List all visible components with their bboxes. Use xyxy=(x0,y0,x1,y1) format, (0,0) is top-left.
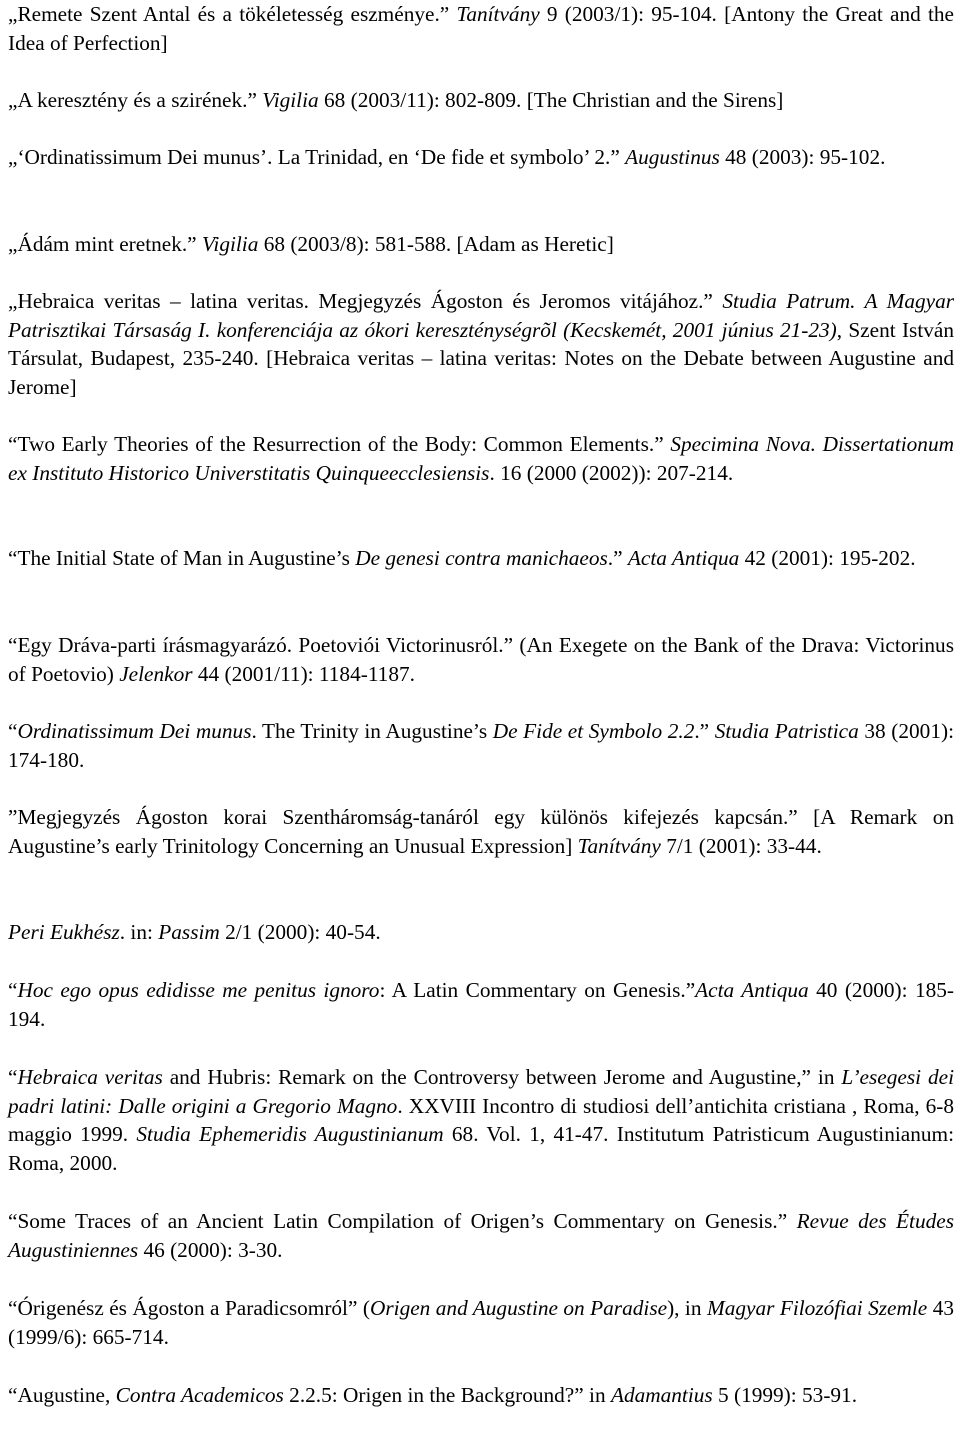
entry-text: 68. Vol. 1, 41-47. Institutum Patristicum Augustinianum: Roma, 2000. xyxy=(8,1122,954,1175)
italic-title: Tanítvány xyxy=(577,833,661,858)
italic-title: Acta Antiqua xyxy=(627,546,740,570)
bibliography-entry xyxy=(8,544,954,573)
bibliography-entry xyxy=(8,430,954,487)
bibliography-entry xyxy=(8,230,954,259)
bibliography-entry xyxy=(8,0,954,57)
entry-text: .” xyxy=(607,546,628,570)
italic-title: Vigilia xyxy=(262,88,319,112)
entry-text: “ xyxy=(8,719,18,743)
entry-text: 9 (2003/1): 95-104. [Antony the Great and the Idea of Perfection] xyxy=(8,2,955,55)
italic-title: Augustinus xyxy=(625,145,720,169)
entry-text: „‘Ordinatissimum Dei munus’. La Trinidad, en ‘De fide et symbolo’ 2.” xyxy=(8,145,626,169)
entry-text: . XXVIII Incontro di studiosi dell’antichita cristiana , Roma, 6-8 maggio 1999. xyxy=(8,1093,954,1147)
entry-text: 44 (2001/11): 1184-1187. xyxy=(192,661,415,686)
entry-text: 68 (2003/11): 802-809. [The Christian and the Sirens] xyxy=(318,88,784,112)
entry-text: 2/1 (2000): 40-54. xyxy=(219,920,381,944)
entry-text: „Ádám mint eretnek.” xyxy=(8,232,202,256)
bibliography-entry xyxy=(8,1294,954,1351)
bibliography-entry xyxy=(8,918,954,947)
bibliography-entry xyxy=(8,1381,954,1410)
entry-text: “Órigenész és Ágoston a Paradicsomról” ( xyxy=(8,1296,370,1320)
entry-text: ”Megjegyzés Ágoston korai Szentháromság-tanáról egy különös kifejezés kapcsán.” [A Remark on Augustine’s early Trinitology Concerning an Unusual Expression] xyxy=(8,805,954,858)
entry-text: 42 (2001): 195-202. xyxy=(739,546,916,570)
italic-title: Studia Ephemeridis Augustinianum xyxy=(136,1122,444,1147)
bibliography-entry xyxy=(8,803,954,860)
entry-text: 7/1 (2001): 33-44. xyxy=(660,833,822,858)
italic-title: Jelenkor xyxy=(119,661,193,686)
entry-text: „Hebraica veritas – latina veritas. Megjegyzés Ágoston és Jeromos vitájához.” xyxy=(8,289,723,313)
bibliography-entry xyxy=(8,717,954,774)
italic-title: Magyar Filozófiai Szemle xyxy=(706,1296,928,1320)
italic-title: Origen and Augustine on Paradise xyxy=(369,1296,668,1320)
entry-text: 48 (2003): 95-102. xyxy=(719,145,886,169)
italic-title: Vigilia xyxy=(201,232,259,256)
entry-text: 38 (2001): 174-180. xyxy=(8,719,954,772)
entry-text: “The Initial State of Man in Augustine’s xyxy=(8,546,356,570)
entry-text: “ xyxy=(8,1065,18,1089)
entry-text: ), in xyxy=(667,1296,707,1320)
entry-text: “ xyxy=(8,978,18,1002)
italic-title: Hoc ego opus edidisse me penitus ignoro xyxy=(17,978,380,1002)
entry-text: and Hubris: Remark on the Controversy between Jerome and Augustine,” in xyxy=(162,1065,842,1089)
bibliography-entry xyxy=(8,631,954,688)
italic-title: De Fide et Symbolo 2.2 xyxy=(492,719,695,743)
italic-title: Hebraica veritas xyxy=(17,1065,163,1089)
entry-text: “Some Traces of an Ancient Latin Compilation of Origen’s Commentary on Genesis.” xyxy=(8,1209,797,1233)
italic-title: Studia Patristica xyxy=(714,719,859,743)
entry-text: 2.2.5: Origen in the Background?” in xyxy=(283,1383,611,1407)
entry-text: 68 (2003/8): 581-588. [Adam as Heretic] xyxy=(258,232,614,256)
entry-text: „A keresztény és a szirének.” xyxy=(8,88,263,112)
entry-text: “Two Early Theories of the Resurrection of the Body: Common Elements.” xyxy=(8,432,671,456)
italic-title: Studia Patrum. A Magyar Patrisztikai Társaság I. konferenciája az ókori kereszténységrõl (Kecskemét, 2001 június 21-23) xyxy=(8,289,955,342)
entry-text: 43 (1999/6): 665-714. xyxy=(8,1296,954,1349)
entry-text: 5 (1999): 53-91. xyxy=(712,1383,858,1407)
entry-text: . The Trinity in Augustine’s xyxy=(251,719,493,743)
italic-title: Adamantius xyxy=(610,1383,713,1407)
italic-title: Contra Academicos xyxy=(115,1383,284,1407)
italic-title: Peri Eukhész xyxy=(8,920,120,944)
italic-title: L’esegesi dei padri latini: Dalle origini a Gregorio Magno xyxy=(8,1065,954,1118)
entry-text: “Egy Dráva-parti írásmagyarázó. Poetovіói Victorinusról.” (An Exegete on the Bank of the Drava: Victorinus of Poetovio) xyxy=(8,633,954,686)
bibliography-entry xyxy=(8,976,954,1033)
italic-title: Revue des Études Augustiniennes xyxy=(8,1209,954,1262)
entry-text: : A Latin Commentary on Genesis.” xyxy=(379,978,696,1002)
italic-title: Specimina Nova. Dissertationum ex Instituto Historico Universtitatis Quinqueecclesiensis xyxy=(8,432,954,485)
entry-text: . in: xyxy=(119,920,159,944)
bibliography-entry xyxy=(8,1063,954,1177)
entry-text: . 16 (2000 (2002)): 207-214. xyxy=(489,460,734,485)
entry-text: „Remete Szent Antal és a tökéletesség eszménye.” xyxy=(8,2,457,26)
bibliography-entry xyxy=(8,1207,954,1264)
italic-title: Passim xyxy=(158,920,220,944)
italic-title: Acta Antiqua xyxy=(695,978,809,1002)
italic-title: Ordinatissimum Dei munus xyxy=(17,719,252,743)
entry-text: 46 (2000): 3-30. xyxy=(138,1237,283,1262)
bibliography-entry xyxy=(8,86,954,115)
italic-title: Tanítvány xyxy=(456,2,540,26)
entry-text: , Szent István Társulat, Budapest, 235-240. [Hebraica veritas – latina veritas: Notes on the Debate between Augustine and Jerome] xyxy=(8,317,954,399)
bibliography-entry xyxy=(8,143,954,172)
entry-text: “Augustine, xyxy=(8,1383,116,1407)
bibliography-entry xyxy=(8,287,954,401)
entry-text: 40 (2000): 185-194. xyxy=(8,978,954,1031)
italic-title: De genesi contra manichaeos xyxy=(355,546,608,570)
entry-text: .” xyxy=(694,719,715,743)
